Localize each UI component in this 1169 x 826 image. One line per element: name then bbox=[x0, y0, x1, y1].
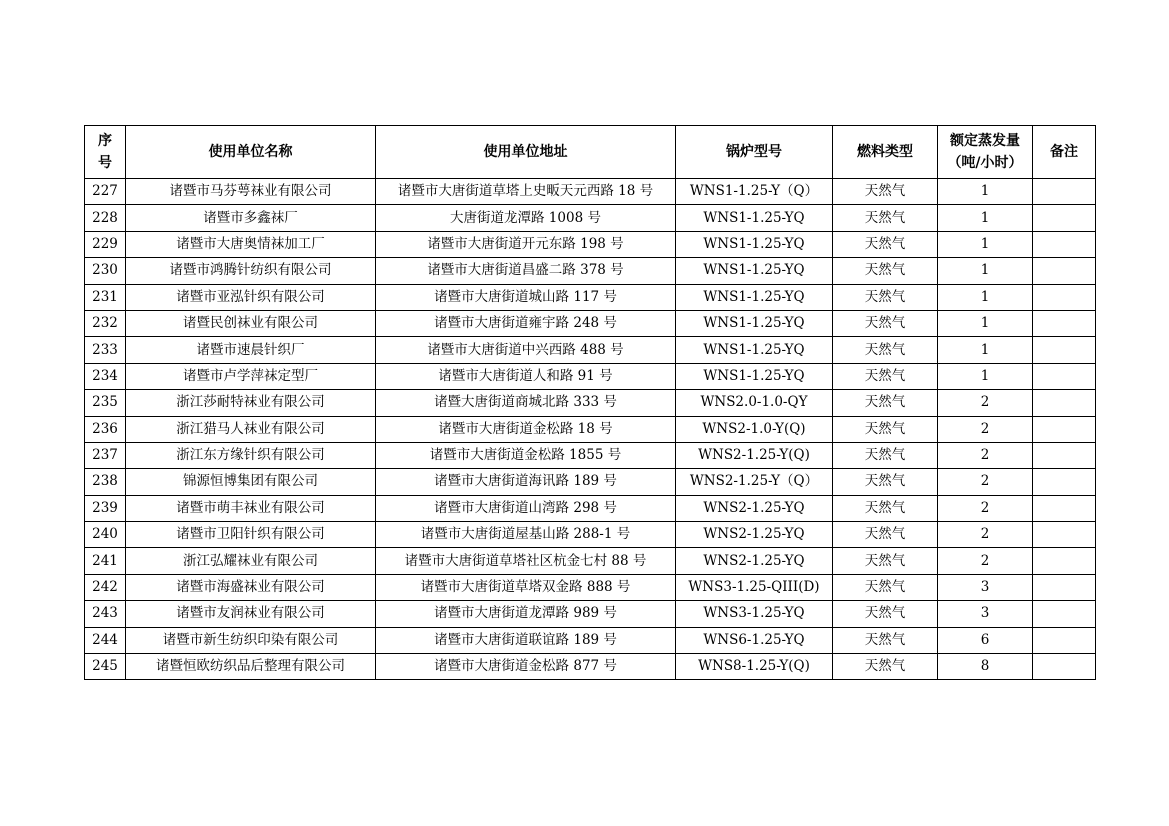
table-row bbox=[85, 601, 1096, 627]
cell-boiler-model: WNS1-1.25-YQ bbox=[676, 337, 833, 363]
cell-unit-address: 诸暨市大唐街道草塔上史畈天元西路 18 号 bbox=[376, 179, 676, 205]
cell-note bbox=[1033, 469, 1096, 495]
cell-unit-address: 诸暨市大唐街道城山路 117 号 bbox=[376, 284, 676, 310]
cell-rated-capacity: 1 bbox=[938, 363, 1033, 389]
header-note: 备注 bbox=[1033, 126, 1096, 179]
cell-unit-address: 诸暨市大唐街道金松路 1855 号 bbox=[376, 442, 676, 468]
cell-unit-address: 诸暨市大唐街道金松路 18 号 bbox=[376, 416, 676, 442]
cell-fuel-type: 天然气 bbox=[833, 231, 938, 257]
boiler-registry-table bbox=[84, 125, 1096, 680]
table-body bbox=[85, 179, 1096, 680]
cell-unit-name: 锦源恒博集团有限公司 bbox=[126, 469, 376, 495]
cell-unit-address: 诸暨市大唐街道龙潭路 989 号 bbox=[376, 601, 676, 627]
cell-unit-name: 浙江东方缘针织有限公司 bbox=[126, 442, 376, 468]
cell-rated-capacity: 3 bbox=[938, 601, 1033, 627]
cell-note bbox=[1033, 231, 1096, 257]
cell-boiler-model: WNS2-1.25-YQ bbox=[676, 495, 833, 521]
cell-boiler-model: WNS2-1.25-YQ bbox=[676, 522, 833, 548]
header-model: 锅炉型号 bbox=[676, 126, 833, 179]
cell-boiler-model: WNS8-1.25-Y(Q) bbox=[676, 654, 833, 680]
cell-seq: 240 bbox=[85, 522, 126, 548]
table-row bbox=[85, 337, 1096, 363]
cell-note bbox=[1033, 601, 1096, 627]
header-seq bbox=[85, 126, 126, 179]
cell-rated-capacity: 8 bbox=[938, 654, 1033, 680]
cell-note bbox=[1033, 522, 1096, 548]
cell-fuel-type: 天然气 bbox=[833, 179, 938, 205]
cell-note bbox=[1033, 548, 1096, 574]
cell-note bbox=[1033, 442, 1096, 468]
cell-rated-capacity: 2 bbox=[938, 495, 1033, 521]
cell-unit-address: 诸暨市大唐街道草塔双金路 888 号 bbox=[376, 574, 676, 600]
cell-boiler-model: WNS1-1.25-YQ bbox=[676, 231, 833, 257]
cell-unit-name: 诸暨市萌丰袜业有限公司 bbox=[126, 495, 376, 521]
cell-fuel-type: 天然气 bbox=[833, 548, 938, 574]
cell-boiler-model: WNS3-1.25-YQ bbox=[676, 601, 833, 627]
cell-note bbox=[1033, 654, 1096, 680]
cell-unit-name: 浙江猎马人袜业有限公司 bbox=[126, 416, 376, 442]
table-row bbox=[85, 548, 1096, 574]
cell-note bbox=[1033, 574, 1096, 600]
cell-unit-name: 诸暨市亚泓针织有限公司 bbox=[126, 284, 376, 310]
header-fuel: 燃料类型 bbox=[833, 126, 938, 179]
cell-unit-address: 大唐街道龙潭路 1008 号 bbox=[376, 205, 676, 231]
table-row bbox=[85, 363, 1096, 389]
cell-note bbox=[1033, 363, 1096, 389]
cell-rated-capacity: 1 bbox=[938, 284, 1033, 310]
header-capacity-line1: 额定蒸发量 bbox=[950, 133, 1020, 149]
cell-fuel-type: 天然气 bbox=[833, 310, 938, 336]
cell-unit-name: 诸暨市新生纺织印染有限公司 bbox=[126, 627, 376, 653]
cell-boiler-model: WNS3-1.25-QIII(D) bbox=[676, 574, 833, 600]
cell-unit-name: 诸暨市鸿腾针纺织有限公司 bbox=[126, 258, 376, 284]
cell-seq: 238 bbox=[85, 469, 126, 495]
cell-fuel-type: 天然气 bbox=[833, 363, 938, 389]
cell-fuel-type: 天然气 bbox=[833, 522, 938, 548]
cell-boiler-model: WNS1-1.25-Y（Q） bbox=[676, 179, 833, 205]
cell-fuel-type: 天然气 bbox=[833, 258, 938, 284]
cell-seq: 237 bbox=[85, 442, 126, 468]
cell-fuel-type: 天然气 bbox=[833, 205, 938, 231]
cell-fuel-type: 天然气 bbox=[833, 574, 938, 600]
cell-fuel-type: 天然气 bbox=[833, 601, 938, 627]
cell-note bbox=[1033, 495, 1096, 521]
header-capacity bbox=[938, 126, 1033, 179]
cell-unit-name: 诸暨市速晨针织厂 bbox=[126, 337, 376, 363]
cell-rated-capacity: 1 bbox=[938, 258, 1033, 284]
cell-seq: 227 bbox=[85, 179, 126, 205]
cell-rated-capacity: 2 bbox=[938, 469, 1033, 495]
cell-unit-address: 诸暨市大唐街道开元东路 198 号 bbox=[376, 231, 676, 257]
cell-unit-name: 诸暨恒欧纺织品后整理有限公司 bbox=[126, 654, 376, 680]
cell-fuel-type: 天然气 bbox=[833, 416, 938, 442]
cell-unit-name: 浙江弘耀袜业有限公司 bbox=[126, 548, 376, 574]
table-row bbox=[85, 654, 1096, 680]
table-row bbox=[85, 574, 1096, 600]
cell-note bbox=[1033, 205, 1096, 231]
cell-unit-address: 诸暨市大唐街道雍宇路 248 号 bbox=[376, 310, 676, 336]
table-row bbox=[85, 258, 1096, 284]
cell-seq: 232 bbox=[85, 310, 126, 336]
cell-seq: 228 bbox=[85, 205, 126, 231]
table-row bbox=[85, 231, 1096, 257]
cell-seq: 245 bbox=[85, 654, 126, 680]
header-address: 使用单位地址 bbox=[376, 126, 676, 179]
header-seq-line2: 号 bbox=[98, 155, 112, 171]
cell-rated-capacity: 2 bbox=[938, 416, 1033, 442]
cell-rated-capacity: 1 bbox=[938, 205, 1033, 231]
cell-seq: 230 bbox=[85, 258, 126, 284]
header-capacity-line2: （吨/小时） bbox=[947, 155, 1023, 171]
cell-unit-name: 诸暨市卢学萍袜定型厂 bbox=[126, 363, 376, 389]
cell-seq: 241 bbox=[85, 548, 126, 574]
cell-unit-address: 诸暨市大唐街道联谊路 189 号 bbox=[376, 627, 676, 653]
cell-rated-capacity: 1 bbox=[938, 179, 1033, 205]
cell-unit-name: 诸暨市大唐奥情袜加工厂 bbox=[126, 231, 376, 257]
cell-boiler-model: WNS2-1.25-Y（Q） bbox=[676, 469, 833, 495]
table-row bbox=[85, 390, 1096, 416]
cell-unit-address: 诸暨市大唐街道金松路 877 号 bbox=[376, 654, 676, 680]
cell-rated-capacity: 2 bbox=[938, 522, 1033, 548]
cell-rated-capacity: 2 bbox=[938, 390, 1033, 416]
cell-unit-address: 诸暨市大唐街道中兴西路 488 号 bbox=[376, 337, 676, 363]
cell-boiler-model: WNS2-1.0-Y(Q) bbox=[676, 416, 833, 442]
cell-unit-address: 诸暨大唐街道商城北路 333 号 bbox=[376, 390, 676, 416]
cell-boiler-model: WNS1-1.25-YQ bbox=[676, 205, 833, 231]
table-row bbox=[85, 469, 1096, 495]
cell-note bbox=[1033, 337, 1096, 363]
cell-unit-address: 诸暨市大唐街道屋基山路 288-1 号 bbox=[376, 522, 676, 548]
cell-seq: 243 bbox=[85, 601, 126, 627]
cell-note bbox=[1033, 416, 1096, 442]
cell-boiler-model: WNS2.0-1.0-QY bbox=[676, 390, 833, 416]
table-row bbox=[85, 495, 1096, 521]
cell-boiler-model: WNS2-1.25-Y(Q) bbox=[676, 442, 833, 468]
table-header bbox=[85, 126, 1096, 179]
cell-fuel-type: 天然气 bbox=[833, 284, 938, 310]
cell-rated-capacity: 1 bbox=[938, 231, 1033, 257]
cell-boiler-model: WNS6-1.25-YQ bbox=[676, 627, 833, 653]
cell-unit-name: 诸暨市海盛袜业有限公司 bbox=[126, 574, 376, 600]
cell-note bbox=[1033, 258, 1096, 284]
cell-unit-name: 诸暨民创袜业有限公司 bbox=[126, 310, 376, 336]
cell-rated-capacity: 1 bbox=[938, 310, 1033, 336]
cell-seq: 244 bbox=[85, 627, 126, 653]
cell-note bbox=[1033, 284, 1096, 310]
cell-fuel-type: 天然气 bbox=[833, 442, 938, 468]
table-row bbox=[85, 416, 1096, 442]
table-row bbox=[85, 310, 1096, 336]
cell-unit-name: 浙江莎耐特袜业有限公司 bbox=[126, 390, 376, 416]
cell-seq: 233 bbox=[85, 337, 126, 363]
cell-unit-address: 诸暨市大唐街道草塔社区杭金七村 88 号 bbox=[376, 548, 676, 574]
cell-unit-name: 诸暨市友润袜业有限公司 bbox=[126, 601, 376, 627]
cell-note bbox=[1033, 390, 1096, 416]
cell-seq: 236 bbox=[85, 416, 126, 442]
cell-fuel-type: 天然气 bbox=[833, 390, 938, 416]
cell-boiler-model: WNS1-1.25-YQ bbox=[676, 310, 833, 336]
cell-seq: 239 bbox=[85, 495, 126, 521]
table-row bbox=[85, 442, 1096, 468]
cell-rated-capacity: 3 bbox=[938, 574, 1033, 600]
cell-seq: 229 bbox=[85, 231, 126, 257]
cell-note bbox=[1033, 310, 1096, 336]
table-row bbox=[85, 627, 1096, 653]
header-row bbox=[85, 126, 1096, 179]
cell-boiler-model: WNS2-1.25-YQ bbox=[676, 548, 833, 574]
cell-rated-capacity: 6 bbox=[938, 627, 1033, 653]
cell-fuel-type: 天然气 bbox=[833, 627, 938, 653]
cell-seq: 242 bbox=[85, 574, 126, 600]
cell-note bbox=[1033, 627, 1096, 653]
cell-boiler-model: WNS1-1.25-YQ bbox=[676, 258, 833, 284]
cell-seq: 234 bbox=[85, 363, 126, 389]
table-row bbox=[85, 522, 1096, 548]
table-row bbox=[85, 284, 1096, 310]
cell-unit-name: 诸暨市马芬萼袜业有限公司 bbox=[126, 179, 376, 205]
cell-note bbox=[1033, 179, 1096, 205]
cell-unit-address: 诸暨市大唐街道人和路 91 号 bbox=[376, 363, 676, 389]
cell-unit-name: 诸暨市卫阳针织有限公司 bbox=[126, 522, 376, 548]
table-row bbox=[85, 179, 1096, 205]
cell-unit-name: 诸暨市多鑫袜厂 bbox=[126, 205, 376, 231]
cell-rated-capacity: 2 bbox=[938, 548, 1033, 574]
cell-unit-address: 诸暨市大唐街道海讯路 189 号 bbox=[376, 469, 676, 495]
cell-fuel-type: 天然气 bbox=[833, 495, 938, 521]
header-seq-line1: 序 bbox=[98, 133, 112, 149]
cell-rated-capacity: 1 bbox=[938, 337, 1033, 363]
cell-boiler-model: WNS1-1.25-YQ bbox=[676, 284, 833, 310]
cell-seq: 235 bbox=[85, 390, 126, 416]
cell-boiler-model: WNS1-1.25-YQ bbox=[676, 363, 833, 389]
header-name: 使用单位名称 bbox=[126, 126, 376, 179]
table-row bbox=[85, 205, 1096, 231]
cell-unit-address: 诸暨市大唐街道昌盛二路 378 号 bbox=[376, 258, 676, 284]
cell-unit-address: 诸暨市大唐街道山湾路 298 号 bbox=[376, 495, 676, 521]
cell-fuel-type: 天然气 bbox=[833, 469, 938, 495]
cell-seq: 231 bbox=[85, 284, 126, 310]
cell-fuel-type: 天然气 bbox=[833, 654, 938, 680]
cell-fuel-type: 天然气 bbox=[833, 337, 938, 363]
cell-rated-capacity: 2 bbox=[938, 442, 1033, 468]
